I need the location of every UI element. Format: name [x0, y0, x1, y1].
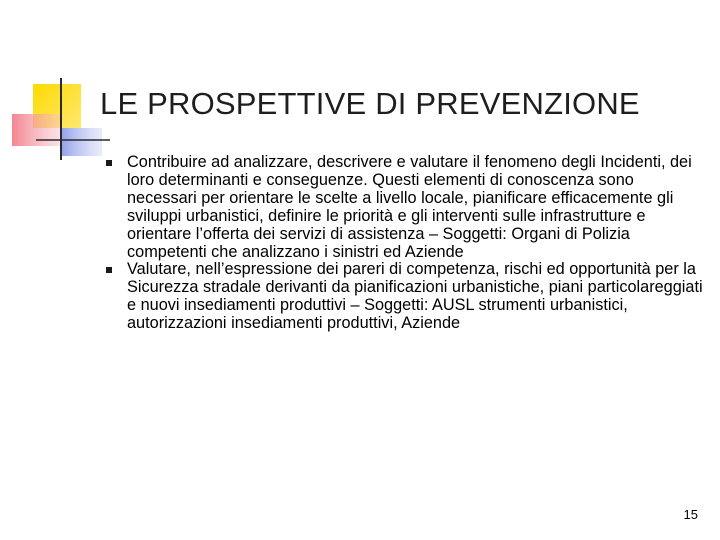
red-square	[12, 114, 60, 146]
page-number: 15	[683, 507, 698, 522]
bullet-text: Valutare, nell’espressione dei pareri di competenza, rischi ed opportunità per la Sicurezza stradale derivanti da pianificazioni urbanistiche, piani particolareggiati e nuovi insediamenti produttivi – Soggetti: AUSL strumenti urbanistici, autorizzazioni insediamenti produttivi, Aziende	[127, 260, 703, 333]
square-bullet-icon	[106, 267, 112, 273]
bullet-text: Contribuire ad analizzare, descrivere e valutare il fenomeno degli Incidenti, dei loro determinanti e conseguenze. Questi elementi di conoscenza sono necessari per orientare le scelte a livello locale, pianificare efficacemente gli sviluppi urbanistici, definire le priorità e gli interventi sulle infrastrutture e orientare l’offerta dei servizi di assistenza – Soggetti: Organi di Polizia competenti che analizzano i sinistri ed Aziende	[127, 153, 692, 261]
bullet-item	[106, 261, 706, 333]
square-bullet-icon	[106, 160, 112, 166]
corner-decoration	[0, 0, 110, 170]
blue-square	[60, 128, 102, 156]
bullet-item	[106, 154, 706, 261]
bullet-list	[106, 154, 706, 333]
slide-title: LE PROSPETTIVE DI PREVENZIONE	[100, 86, 640, 121]
